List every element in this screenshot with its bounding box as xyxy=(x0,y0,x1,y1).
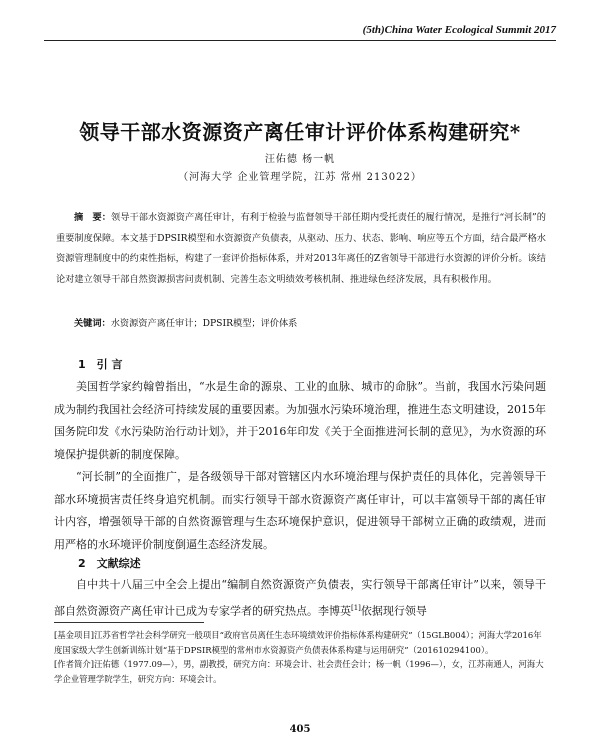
page-number: 405 xyxy=(289,724,311,735)
keywords-label: 关键词： xyxy=(74,318,111,329)
intro-paragraph-1: 美国哲学家约翰曾指出，“水是生命的源泉、工业的血脉、城市的命脉”。当前，我国水污染问题成为制约我国社会经济可持续发展的重要因素。为加强水污染环境治理，推进生态文明建设，2015年国务院印发《水污染防治行动计划》，并于2016年印发《关于全面推进河长制的意见》，为水资源的环境保护提供新的制度保障。 xyxy=(54,380,546,461)
footnote-fund: [基金项目]江苏省哲学社会科学研究一般项目“政府官员离任生态环境绩效评价指标体系构建研究”（15GLB004）；河海大学2016年度国家级大学生创新训练计划“基于DPSIR模型的常州市水资源资产负债表体系构建与运用研究”（201610294100）。 xyxy=(54,630,542,655)
footnote-rule xyxy=(54,622,204,623)
literature-text-b: 依据现行领导 xyxy=(360,604,427,618)
footnotes xyxy=(54,628,546,686)
affiliation: （河海大学 企业管理学院，江苏 常州 213022） xyxy=(178,172,422,183)
footnote-author: [作者简介]汪佑德（1977.09—），男，副教授，研究方向：环境会计、社会责任会计；杨一帆（1996—），女，江苏南通人，河海大学企业管理学院学生，研究方向：环境会计。 xyxy=(54,659,544,684)
keywords xyxy=(74,315,544,329)
section-heading-intro: 1 引 言 xyxy=(78,358,123,371)
citation-ref: [1] xyxy=(351,603,361,612)
section-heading-literature: 2 文献综述 xyxy=(78,557,141,570)
abstract-text: 领导干部水资源资产离任审计，有利于检验与监督领导干部任期内受托责任的履行情况，是推行“河长制”的重要制度保障。本文基于DPSIR模型和水资源资产负债表，从驱动、压力、状态、影响、响应等五个方面，结合最严格水资源管理制度中的约束性指标，构建了一套评价指标体系，并对2013年离任的Z省领导干部进行水资源的评价分析。该结论对建立领导干部自然资源损害问责机制、完善生态文明绩效考核机制、推进绿色经济发展，具有积极作用。 xyxy=(56,212,546,285)
header-rule xyxy=(44,40,556,41)
abstract xyxy=(56,208,546,290)
abstract-label: 摘 要： xyxy=(74,212,112,223)
running-head: (5th)China Water Ecological Summit 2017 xyxy=(362,24,556,36)
intro-paragraph-2: “河长制”的全面推广，是各级领导干部对管辖区内水环境治理与保护责任的具体化，完善领导干部水环境损害责任终身追究机制。而实行领导干部水资源资产离任审计，可以丰富领导干部的离任审计内容，增强领导干部的自然资源管理与生态环境保护意识，促进领导干部树立正确的政绩观，进而用严格的水环境评价制度倒逼生态经济发展。 xyxy=(54,470,546,551)
keywords-text: 水资源资产离任审计；DPSIR模型；评价体系 xyxy=(110,318,298,329)
paper-title: 领导干部水资源资产离任审计评价体系构建研究* xyxy=(79,120,521,144)
literature-text-a: 自中共十八届三中全会上提出“编制自然资源资产负债表，实行领导干部离任审计”以来，领导干部自然资源资产离任审计已成为专家学者的研究热点。李博英 xyxy=(54,578,546,618)
authors: 汪佑德 杨一帆 xyxy=(264,154,336,165)
literature-paragraph-1 xyxy=(54,574,546,623)
